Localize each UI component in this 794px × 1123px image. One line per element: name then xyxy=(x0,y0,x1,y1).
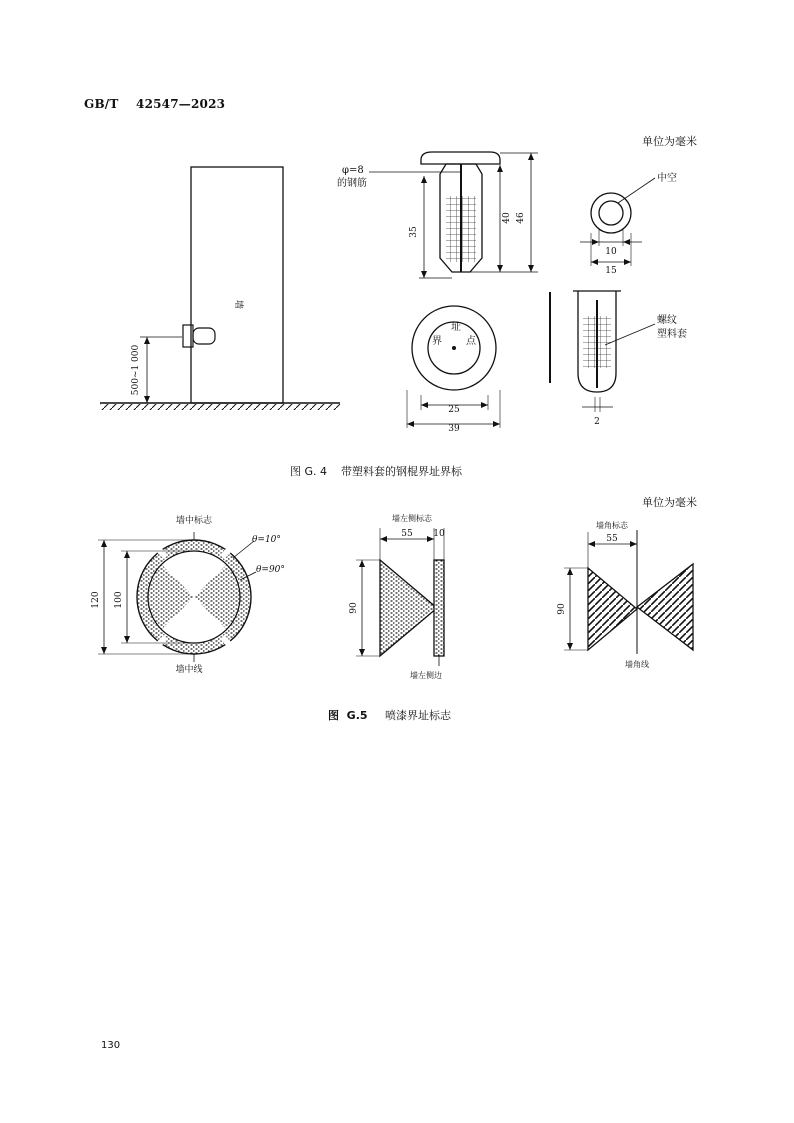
dim-55-corner: 55 xyxy=(606,534,618,544)
dim-100: 100 xyxy=(114,591,124,609)
dim-10-ring: 10 xyxy=(605,247,617,257)
height-dimension-label: 500~1 000 xyxy=(131,344,141,396)
wall-center-line-label: 墙中线 xyxy=(175,665,203,675)
header-number: 42547—2023 xyxy=(136,97,226,111)
dim-55-left: 55 xyxy=(401,529,413,539)
theta-10-label: θ=10° xyxy=(252,535,281,545)
caption-g5-number: 图 G.5 xyxy=(328,709,368,722)
rebar-label-diameter: φ=8 xyxy=(342,165,364,176)
dim-2: 2 xyxy=(594,417,600,427)
point-char-dian: 点 xyxy=(466,336,476,347)
wall-left-label: 墙左侧标志 xyxy=(392,514,432,523)
caption-g4-number: 图 G. 4 xyxy=(290,465,328,478)
corner-marker xyxy=(564,530,693,654)
dim-90-left: 90 xyxy=(349,602,359,614)
dim-10-left: 10 xyxy=(433,529,445,539)
caption-g5 xyxy=(328,707,451,723)
figure-g5 xyxy=(0,500,794,700)
thread-label: 螺纹 xyxy=(657,315,677,326)
dim-25: 25 xyxy=(448,405,460,415)
wall-label: 墙 xyxy=(233,300,243,310)
wall-left-marker xyxy=(356,528,444,666)
rebar-label-steel: 的钢筋 xyxy=(337,178,367,189)
rebar-sleeve-drawing xyxy=(369,152,538,278)
point-char-zhi: 址 xyxy=(451,322,461,333)
corner-label: 墙角标志 xyxy=(596,521,628,530)
corner-line-label: 墙角线 xyxy=(625,660,649,669)
unit-note-g4: 单位为毫米 xyxy=(642,135,697,148)
hollow-label: 中空 xyxy=(657,173,677,184)
sleeve-section-drawing xyxy=(550,291,655,412)
dim-35: 35 xyxy=(409,226,419,238)
wall-center-label: 墙中标志 xyxy=(175,516,213,526)
caption-g4-title: 带塑料套的钢棍界址界标 xyxy=(341,465,463,478)
dim-120: 120 xyxy=(91,591,101,609)
header-standard: GB/T xyxy=(84,97,119,111)
caption-g4 xyxy=(290,463,462,479)
sleeve-label: 塑料套 xyxy=(657,329,687,340)
theta-90-label: θ=90° xyxy=(256,565,285,575)
dim-39: 39 xyxy=(448,424,460,434)
dim-15-ring: 15 xyxy=(605,266,617,276)
dim-90-corner: 90 xyxy=(557,603,567,615)
wall-left-edge-label: 墙左侧边 xyxy=(410,671,442,680)
figure-g4 xyxy=(0,0,794,460)
dim-46: 46 xyxy=(516,212,526,224)
page-number: 130 xyxy=(101,1040,121,1051)
unit-note-g5: 单位为毫米 xyxy=(642,496,697,509)
hollow-ring-drawing xyxy=(580,178,655,266)
dim-40: 40 xyxy=(502,212,512,224)
point-char-jie: 界 xyxy=(432,336,442,347)
caption-g5-title: 喷漆界址标志 xyxy=(385,709,452,722)
